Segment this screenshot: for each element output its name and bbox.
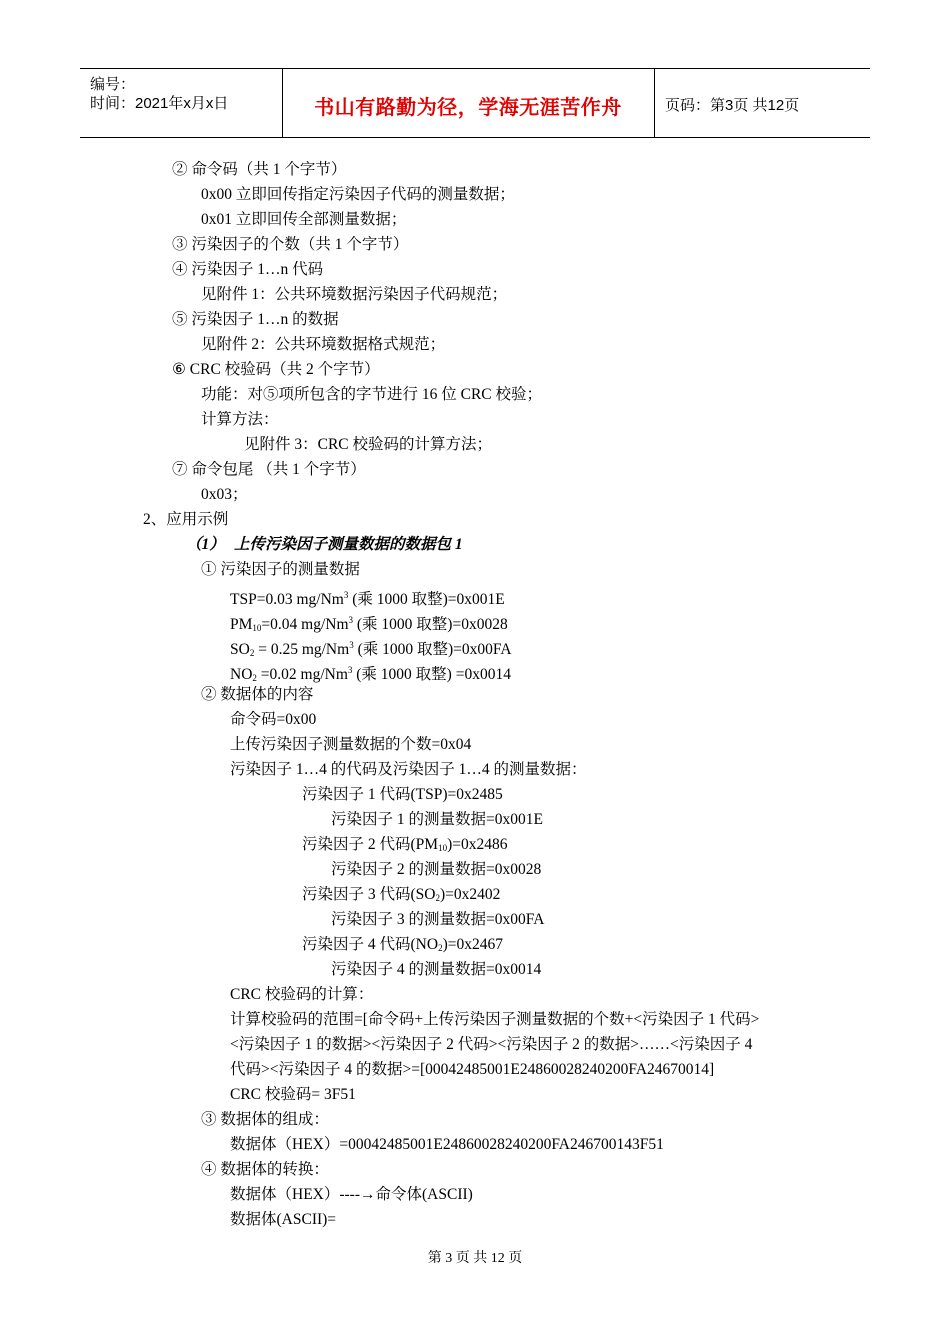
text-line: ⑦ 命令包尾 （共 1 个字节） (172, 461, 366, 478)
text-line: ② 数据体的内容 (201, 686, 314, 703)
text-line: 污染因子 1 的测量数据=0x001E (331, 811, 543, 828)
subscript: 10 (252, 623, 262, 633)
document-date-label: 时间：2021年x月x日 (90, 95, 229, 112)
section-heading: 2、应用示例 (143, 511, 229, 528)
factor4-code (302, 935, 503, 958)
text-line: 计算校验码的范围=[命令码+上传污染因子测量数据的个数+<污染因子 1 代码> (230, 1011, 760, 1028)
subsection-number: （1） (186, 536, 225, 553)
text-line: 0x01 立即回传全部测量数据； (201, 211, 407, 228)
text-line: 0x03； (201, 486, 248, 503)
text-line: 污染因子 1…4 的代码及污染因子 1…4 的测量数据： (230, 761, 587, 778)
text-line: ④ 污染因子 1…n 代码 (172, 261, 324, 278)
header-motto: 书山有路勤为径，学海无涯苦作舟 (314, 95, 622, 119)
text-line: 见附件 1：公共环境数据污染因子代码规范； (201, 286, 508, 303)
text-line: 数据体（HEX）----→命令体(ASCII) (230, 1186, 473, 1203)
pm-conversion: (乘 1000 取整)=0x0028 (353, 616, 508, 633)
subscript: 2 (252, 673, 257, 683)
subscript: 2 (435, 893, 440, 903)
measurement-pm10 (230, 610, 508, 638)
measurement-no2 (230, 660, 511, 688)
text-line: 数据体(ASCII)= (230, 1211, 337, 1228)
text-line: CRC 校验码的计算： (230, 986, 374, 1003)
document-number-label: 编号： (90, 76, 136, 93)
factor3-code (302, 885, 500, 908)
text-line: 代码><污染因子 4 的数据>=[00042485001E24860028240200FA24670014] (230, 1061, 715, 1078)
text-line: 污染因子 2 的测量数据=0x0028 (331, 861, 542, 878)
text-line: 见附件 3：CRC 校验码的计算方法； (244, 436, 493, 453)
factor3-code-value: )=0x2402 (439, 886, 501, 903)
no-conversion: (乘 1000 取整) =0x0014 (352, 666, 511, 683)
no-value: =0.02 mg/Nm (256, 666, 348, 683)
text-line: 上传污染因子测量数据的个数=0x04 (230, 736, 472, 753)
factor3-code-label: 污染因子 3 代码(SO (302, 886, 436, 903)
text-line: 污染因子 4 的测量数据=0x0014 (331, 961, 542, 978)
pm-value: =0.04 mg/Nm (261, 616, 349, 633)
text-line: 功能：对⑤项所包含的字节进行 16 位 CRC 校验； (201, 386, 543, 403)
text-line: 计算方法： (201, 411, 279, 428)
text-line: 污染因子 3 的测量数据=0x00FA (331, 911, 545, 928)
subscript: 2 (249, 648, 255, 658)
superscript: 3 (343, 590, 349, 600)
page-footer: 第 3 页 共 12 页 (427, 1251, 523, 1266)
factor4-code-value: )=0x2467 (442, 936, 503, 953)
so-value: = 0.25 mg/Nm (254, 641, 350, 658)
header-page-number: 页码：第3页 共12页 (665, 97, 800, 114)
text-line: ① 污染因子的测量数据 (201, 561, 360, 578)
text-line: ② 命令码（共 1 个字节） (172, 161, 347, 178)
factor4-code-label: 污染因子 4 代码(NO (302, 936, 439, 953)
text-line: ⑤ 污染因子 1…n 的数据 (172, 311, 339, 328)
superscript: 3 (348, 615, 354, 625)
tsp-conversion: (乘 1000 取整)=0x001E (348, 591, 505, 608)
measurement-so2 (230, 635, 512, 663)
text-line: 0x00 立即回传指定污染因子代码的测量数据； (201, 186, 515, 203)
measurement-tsp (230, 585, 505, 610)
text-line: ③ 污染因子的个数（共 1 个字节） (172, 236, 409, 253)
text-line: <污染因子 1 的数据><污染因子 2 代码><污染因子 2 的数据>……<污染因子 4 (230, 1036, 753, 1053)
text-line: ④ 数据体的转换： (201, 1161, 329, 1178)
subscript: 2 (438, 943, 443, 953)
text-line: 命令码=0x00 (230, 711, 317, 728)
text-line: 数据体（HEX）=00042485001E24860028240200FA246700143F51 (230, 1136, 664, 1153)
superscript: 3 (349, 640, 354, 650)
no-label: NO (230, 666, 253, 683)
so-label: SO (230, 641, 250, 658)
superscript: 3 (347, 665, 353, 675)
text-line: ③ 数据体的组成： (201, 1111, 329, 1128)
text-line: 污染因子 1 代码(TSP)=0x2485 (302, 786, 503, 803)
so-conversion: (乘 1000 取整)=0x00FA (353, 641, 512, 658)
text-line: CRC 校验码= 3F51 (230, 1086, 356, 1103)
text-line: 见附件 2：公共环境数据格式规范； (201, 336, 446, 353)
text-line: ⑥ CRC 校验码（共 2 个字节） (172, 361, 380, 378)
pm-label: PM (230, 616, 253, 633)
factor2-code (302, 835, 507, 858)
subsection-title: 上传污染因子测量数据的数据包 1 (234, 536, 463, 553)
tsp-value: TSP=0.03 mg/Nm (230, 591, 344, 608)
subscript: 10 (438, 843, 448, 853)
factor2-code-value: )=0x2486 (447, 836, 508, 853)
factor2-code-label: 污染因子 2 代码(PM (302, 836, 439, 853)
